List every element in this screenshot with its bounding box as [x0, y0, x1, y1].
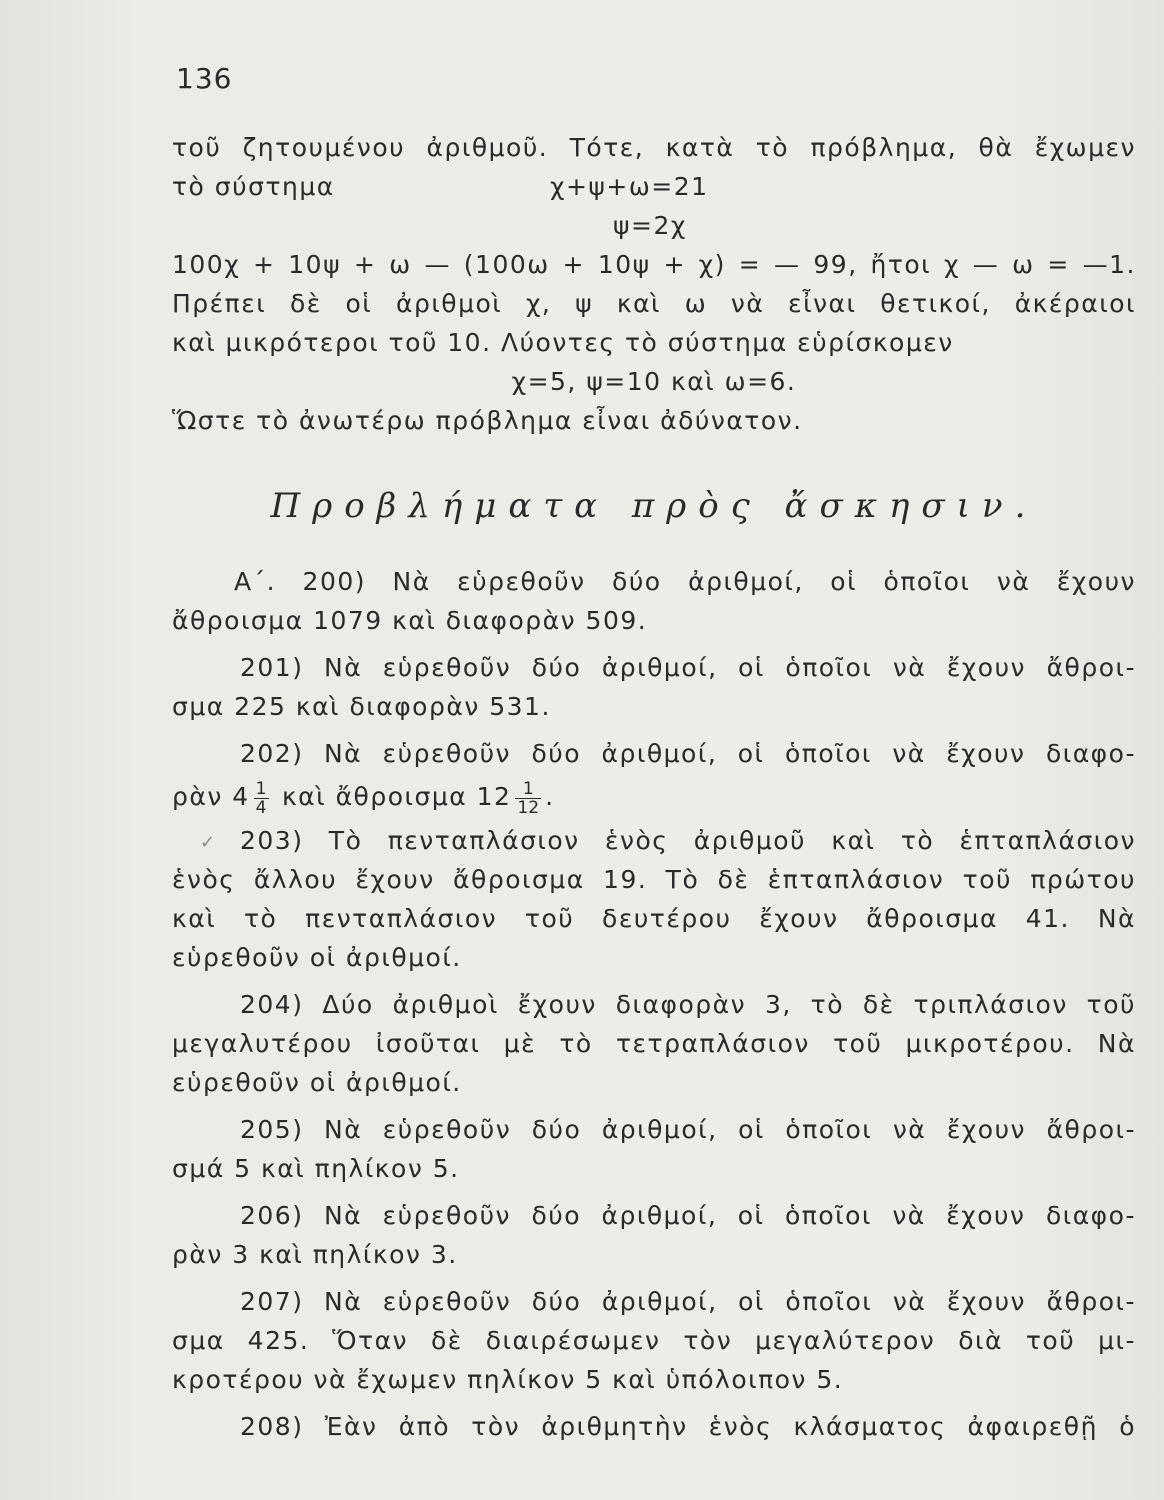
problem-204: 204) Δύο ἀριθμοὶ ἔχουν διαφορὰν 3, τὸ δὲ τριπλάσιον τοῦ	[240, 990, 1136, 1019]
solution-conclusion: Ὥστε τὸ ἀνωτέρω πρόβλημα εἶναι ἀδύνατον.	[172, 406, 803, 435]
problem-201-cont: σμα 225 καὶ διαφορὰν 531.	[172, 692, 551, 721]
problem-202-cont: ρὰν 4 $\frac{1}{4}$ καὶ ἄθροισμα 12 $\frac{1}{12}$ .	[172, 778, 555, 818]
problem-204-cont: μεγαλυτέρου ἰσοῦται μὲ τὸ τετραπλάσιον τοῦ μικροτέρου. Νὰ	[172, 1029, 1136, 1058]
equation-line: 100χ + 10ψ + ω — (100ω + 10ψ + χ) = — 99, ἤτοι χ — ω = —1.	[172, 250, 1136, 279]
problem-206: 206) Νὰ εὑρεθοῦν δύο ἀριθμοί, οἱ ὁποῖοι νὰ ἔχουν διαφο-	[240, 1201, 1136, 1230]
equation: χ+ψ+ω=21	[550, 172, 709, 201]
equation: ψ=2χ	[613, 211, 687, 240]
solution-line: Πρέπει δὲ οἱ ἀριθμοὶ χ, ψ καὶ ω νὰ εἶναι θετικοί, ἀκέραιοι	[172, 289, 1136, 318]
problem-207-cont: σμα 425. Ὅταν δὲ διαιρέσωμεν τὸν μεγαλύτερον διὰ τοῦ μι-	[172, 1326, 1136, 1355]
problem-201: 201) Νὰ εὑρεθοῦν δύο ἀριθμοί, οἱ ὁποῖοι νὰ ἔχουν ἄθροι-	[240, 653, 1136, 682]
solution-line	[172, 206, 1136, 245]
problem-206-cont: ρὰν 3 καὶ πηλίκον 3.	[172, 1240, 458, 1269]
section-heading: Προβλήματα πρὸς ἄσκησιν.	[270, 486, 1038, 526]
fraction: $\frac{1}{4}$	[255, 778, 267, 818]
problem-203-cont: εὑρεθοῦν οἱ ἀριθμοί.	[172, 943, 462, 972]
solution-line	[172, 167, 1136, 206]
page-content	[172, 128, 1136, 1446]
fraction: $\frac{1}{12}$	[517, 778, 540, 818]
page-number: 136	[176, 62, 233, 95]
problem-202: 202) Νὰ εὑρεθοῦν δύο ἀριθμοί, οἱ ὁποῖοι νὰ ἔχουν διαφο-	[240, 739, 1136, 768]
problem-203-cont: ἑνὸς ἄλλου ἔχουν ἄθροισμα 19. Τὸ δὲ ἑπταπλάσιον τοῦ πρώτου	[172, 865, 1136, 894]
problem-204-cont: εὑρεθοῦν οἱ ἀριθμοί.	[172, 1068, 462, 1097]
problem-203: ✓ 203) Τὸ πενταπλάσιον ἑνὸς ἀριθμοῦ καὶ τὸ ἑπταπλάσιον	[172, 821, 1136, 860]
problem-205: 205) Νὰ εὑρεθοῦν δύο ἀριθμοί, οἱ ὁποῖοι νὰ ἔχουν ἄθροι-	[240, 1115, 1136, 1144]
problem-200-cont: ἄθροισμα 1079 καὶ διαφορὰν 509.	[172, 606, 648, 635]
problem-205-cont: σμά 5 καὶ πηλίκον 5.	[172, 1154, 460, 1183]
check-mark-icon: ✓	[200, 832, 217, 853]
problem-207: 207) Νὰ εὑρεθοῦν δύο ἀριθμοί, οἱ ὁποῖοι νὰ ἔχουν ἄθροι-	[240, 1287, 1136, 1316]
problem-208: 208) Ἐὰν ἀπὸ τὸν ἀριθμητὴν ἑνὸς κλάσματος ἀφαιρεθῇ ὁ	[240, 1412, 1136, 1441]
problem-207-cont: κροτέρου νὰ ἔχωμεν πηλίκον 5 καὶ ὑπόλοιπον 5.	[172, 1365, 844, 1394]
solution-line: καὶ μικρότεροι τοῦ 10. Λύοντες τὸ σύστημα εὑρίσκομεν	[172, 328, 954, 357]
system-label: τὸ σύστημα	[172, 172, 335, 201]
solution-result: χ=5, ψ=10 καὶ ω=6.	[511, 367, 797, 396]
problem-203-cont: καὶ τὸ πενταπλάσιον τοῦ δευτέρου ἔχουν ἄθροισμα 41. Νὰ	[172, 904, 1136, 933]
solution-line: τοῦ ζητουμένου ἀριθμοῦ. Τότε, κατὰ τὸ πρόβλημα, θὰ ἔχωμεν	[172, 133, 1136, 162]
problem-200: Α΄. 200) Νὰ εὑρεθοῦν δύο ἀριθμοί, οἱ ὁποῖοι νὰ ἔχουν	[234, 567, 1136, 596]
